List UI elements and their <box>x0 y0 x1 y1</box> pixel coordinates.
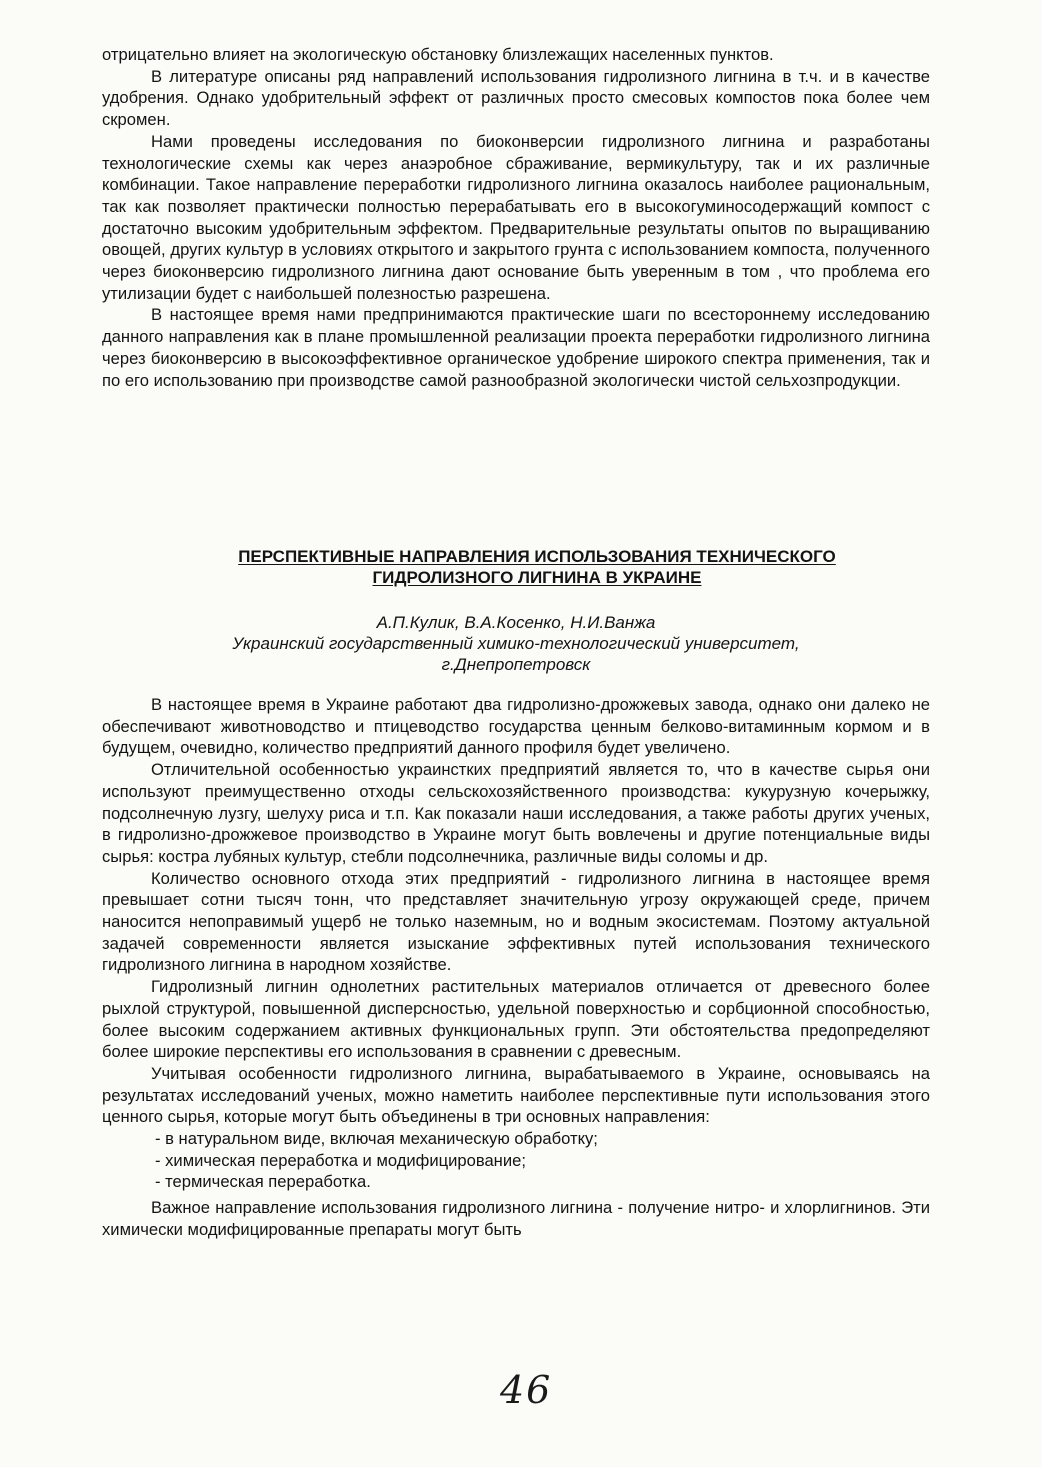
article-affiliation: Украинский государственный химико-технологический университет, <box>232 634 800 653</box>
paragraph: В настоящее время нами предпринимаются практические шаги по всестороннему исследованию данного направления как в плане промышленной реализации проекта переработки гидролизного лигнина через биоконверсию в высокоэффективное органическое удобрение широкого спектра применения, так и по его использованию при производстве самой разнообразной экологически чистой сельхозпродукции. <box>102 305 930 390</box>
article-body <box>102 694 930 1241</box>
paragraph: В настоящее время в Украине работают два гидролизно-дрожжевых завода, однако они далеко не обеспечивают животноводство и птицеводство государства ценным белково-витаминным кормом и в будущем, очевидно, количество предприятий данного профиля будет увеличено. <box>102 695 930 758</box>
paragraph: Отличительной особенностью украинстких предприятий является то, что в качестве сырья они используют преимущественно отходы сельскохозяйственного производства: кукурузную кочерыжку, подсолнечную лузгу, шелуху риса и т.п. Как показали наши исследования, а также работы других ученых, в гидролизно-дрожжевое производство в Украине могут быть вовлечены и другие потенциальные виды сырья: костра лубяных культур, стебли подсолнечника, различные виды соломы и др. <box>102 760 930 866</box>
top-section <box>102 44 930 391</box>
page-number: 46 <box>500 1368 553 1412</box>
paragraph: Учитывая особенности гидролизного лигнина, вырабатываемого в Украине, основываясь на результатах исследований ученых, можно наметить наиболее перспективные пути использования этого ценного сырья, которые могут быть объединены в три основных направления: <box>102 1063 930 1127</box>
list-item: - термическая переработка. <box>155 1172 371 1192</box>
paragraph: В литературе описаны ряд направлений использования гидролизного лигнина в т.ч. и в качестве удобрения. Однако удобрительный эффект от различных просто смесовых компостов пока более чем скромен. <box>102 66 930 130</box>
article-authors: А.П.Кулик, В.А.Косенко, Н.И.Ванжа <box>376 613 656 632</box>
article-title-line-1: ПЕРСПЕКТИВНЫЕ НАПРАВЛЕНИЯ ИСПОЛЬЗОВАНИЯ ТЕХНИЧЕСКОГО <box>238 547 836 566</box>
paragraph: отрицательно влияет на экологическую обстановку близлежащих населенных пунктов. <box>102 45 774 64</box>
final-paragraph: Важное направление использования гидролизного лигнина - получение нитро- и хлорлигнинов. Эти химически модифицированные препараты могут быть <box>102 1198 930 1239</box>
article-city: г.Днепропетровск <box>441 655 591 674</box>
paragraph: Гидролизный лигнин однолетних растительных материалов отличается от древесного более рыхлой структурой, повышенной дисперсностью, удельной поверхностью и сорбционной способностью, более высоким содержанием активных функциональных групп. Эти обстоятельства предопределяют более широкие перспективы его использования в сравнении с древесным. <box>102 977 930 1062</box>
directions-list <box>102 1128 930 1193</box>
paragraph: Количество основного отхода этих предприятий - гидролизного лигнина в настоящее время превышает сотни тысяч тонн, что представляет значительную угрозу окружающей среде, причем наносится непоправимый ущерб не только наземным, но и водным экосистемам. Поэтому актуальной задачей современности является изыскание эффективных путей использования технического гидролизного лигнина в народном хозяйстве. <box>102 868 930 975</box>
article-title-line-2: ГИДРОЛИЗНОГО ЛИГНИНА В УКРАИНЕ <box>372 568 702 587</box>
list-item: - в натуральном виде, включая механическую обработку; <box>155 1129 598 1149</box>
paragraph: Нами проведены исследования по биоконверсии гидролизного лигнина и разработаны технологические схемы как через анаэробное сбраживание, вермикультуру, так и их различные комбинации. Такое направление переработки гидролизного лигнина оказалось наиболее рациональным, так как позволяет практически полностью перерабатывать его в высокогуминосодержащий компост с достаточно высоким удобрительным эффектом. Предварительные результаты опытов по выращиванию овощей, других культур в условиях открытого и закрытого грунта с использованием компоста, полученного через биоконверсию гидролизного лигнина дают основание быть уверенным в том , что проблема его утилизации будет с наибольшей полезностью разрешена. <box>102 131 930 303</box>
list-item: - химическая переработка и модифицирование; <box>155 1150 526 1170</box>
